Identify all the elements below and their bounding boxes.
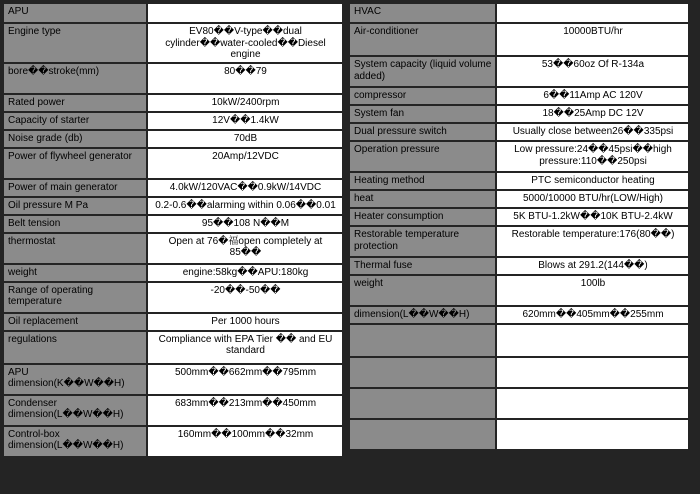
table-row bbox=[349, 23, 689, 56]
apu-section-title: APU bbox=[3, 3, 147, 23]
row-label: regulations bbox=[3, 331, 147, 364]
row-label: dimension(L��W��H) bbox=[349, 306, 496, 324]
table-row bbox=[3, 364, 343, 395]
apu-header-row bbox=[3, 3, 343, 23]
table-row bbox=[3, 395, 343, 426]
table-row bbox=[349, 275, 689, 306]
row-label: Power of main generator bbox=[3, 179, 147, 197]
table-row bbox=[349, 123, 689, 141]
row-label: Heating method bbox=[349, 172, 496, 190]
table-row bbox=[349, 105, 689, 123]
apu-spec-table bbox=[2, 2, 344, 458]
row-value: PTC semiconductor heating bbox=[496, 172, 689, 190]
row-label: Heater consumption bbox=[349, 208, 496, 226]
row-value: 20Amp/12VDC bbox=[147, 148, 343, 179]
row-label bbox=[349, 419, 496, 450]
row-label: Oil pressure M Pa bbox=[3, 197, 147, 215]
row-label: compressor bbox=[349, 87, 496, 105]
table-row bbox=[349, 141, 689, 172]
table-row bbox=[3, 197, 343, 215]
table-row bbox=[3, 94, 343, 112]
row-value: 620mm��405mm��255mm bbox=[496, 306, 689, 324]
table-row bbox=[349, 306, 689, 324]
row-value: Blows at 291.2(144��) bbox=[496, 257, 689, 275]
table-row bbox=[349, 324, 689, 357]
apu-spec-table-body bbox=[3, 3, 343, 457]
row-value: Low pressure:24��45psi��high pressure:110��250psi bbox=[496, 141, 689, 172]
table-row bbox=[3, 313, 343, 331]
row-label: Belt tension bbox=[3, 215, 147, 233]
hvac-spec-table-body bbox=[349, 3, 689, 450]
row-label: Condenser dimension(L��W��H) bbox=[3, 395, 147, 426]
header-spacer-cell bbox=[496, 3, 689, 23]
row-value: EV80��V-type��dual cylinder��water-cooled��Diesel engine bbox=[147, 23, 343, 63]
row-label: Thermal fuse bbox=[349, 257, 496, 275]
row-value: 10000BTU/hr bbox=[496, 23, 689, 56]
hvac-header-row bbox=[349, 3, 689, 23]
table-row bbox=[349, 357, 689, 388]
row-value: Per 1000 hours bbox=[147, 313, 343, 331]
table-row bbox=[349, 87, 689, 105]
row-value: 160mm��100mm��32mm bbox=[147, 426, 343, 457]
row-label bbox=[349, 357, 496, 388]
row-value: Restorable temperature:176(80��) bbox=[496, 226, 689, 257]
header-spacer-cell bbox=[147, 3, 343, 23]
table-row bbox=[3, 331, 343, 364]
table-row bbox=[3, 130, 343, 148]
row-value: 70dB bbox=[147, 130, 343, 148]
table-row bbox=[349, 419, 689, 450]
row-value: Usually close between26��335psi bbox=[496, 123, 689, 141]
row-value: 683mm��213mm��450mm bbox=[147, 395, 343, 426]
row-label: Capacity of starter bbox=[3, 112, 147, 130]
row-label: Restorable temperature protection bbox=[349, 226, 496, 257]
table-row bbox=[3, 233, 343, 264]
row-value: Compliance with EPA Tier �� and EU standard bbox=[147, 331, 343, 364]
row-value: 100lb bbox=[496, 275, 689, 306]
row-label: Rated power bbox=[3, 94, 147, 112]
row-value: 6��11Amp AC 120V bbox=[496, 87, 689, 105]
table-row bbox=[3, 179, 343, 197]
row-label bbox=[349, 324, 496, 357]
table-row bbox=[3, 148, 343, 179]
row-label: thermostat bbox=[3, 233, 147, 264]
table-row bbox=[349, 190, 689, 208]
row-value: 500mm��662mm��795mm bbox=[147, 364, 343, 395]
row-label: Engine type bbox=[3, 23, 147, 63]
row-value: 10kW/2400rpm bbox=[147, 94, 343, 112]
row-value bbox=[496, 357, 689, 388]
row-label: bore��stroke(mm) bbox=[3, 63, 147, 94]
row-value: 95��108 N��M bbox=[147, 215, 343, 233]
row-label: Dual pressure switch bbox=[349, 123, 496, 141]
row-value: 0.2-0.6��alarming within 0.06��0.01 bbox=[147, 197, 343, 215]
hvac-spec-table bbox=[348, 2, 690, 451]
row-value: Open at 76�福open completely at 85�� bbox=[147, 233, 343, 264]
row-value: 4.0kW/120VAC��0.9kW/14VDC bbox=[147, 179, 343, 197]
row-label: System fan bbox=[349, 105, 496, 123]
table-row bbox=[349, 172, 689, 190]
row-label: weight bbox=[349, 275, 496, 306]
table-row bbox=[349, 257, 689, 275]
table-row bbox=[3, 282, 343, 313]
row-label: Range of operating temperature bbox=[3, 282, 147, 313]
row-value: 5K BTU-1.2kW��10K BTU-2.4kW bbox=[496, 208, 689, 226]
row-label: weight bbox=[3, 264, 147, 282]
row-label: Noise grade (db) bbox=[3, 130, 147, 148]
row-value bbox=[496, 324, 689, 357]
row-value bbox=[496, 419, 689, 450]
row-value: 18��25Amp DC 12V bbox=[496, 105, 689, 123]
row-label bbox=[349, 388, 496, 419]
table-row bbox=[3, 215, 343, 233]
row-value: engine:58kg��APU:180kg bbox=[147, 264, 343, 282]
row-value: 12V��1.4kW bbox=[147, 112, 343, 130]
row-label: Oil replacement bbox=[3, 313, 147, 331]
table-row bbox=[349, 208, 689, 226]
row-value: 80��79 bbox=[147, 63, 343, 94]
table-row bbox=[349, 56, 689, 87]
table-row bbox=[3, 426, 343, 457]
row-label: Air-conditioner bbox=[349, 23, 496, 56]
table-row bbox=[349, 226, 689, 257]
row-value: 5000/10000 BTU/hr(LOW/High) bbox=[496, 190, 689, 208]
row-value: 53��60oz Of R-134a bbox=[496, 56, 689, 87]
row-label: System capacity (liquid volume added) bbox=[349, 56, 496, 87]
table-row bbox=[3, 23, 343, 63]
row-label: Operation pressure bbox=[349, 141, 496, 172]
hvac-section-title: HVAC bbox=[349, 3, 496, 23]
row-label: Control-box dimension(L��W��H) bbox=[3, 426, 147, 457]
row-label: Power of flywheel generator bbox=[3, 148, 147, 179]
row-value bbox=[496, 388, 689, 419]
table-row bbox=[3, 264, 343, 282]
table-row bbox=[3, 112, 343, 130]
row-label: APU dimension(K��W��H) bbox=[3, 364, 147, 395]
table-row bbox=[3, 63, 343, 94]
row-label: heat bbox=[349, 190, 496, 208]
row-value: -20��-50�� bbox=[147, 282, 343, 313]
table-row bbox=[349, 388, 689, 419]
